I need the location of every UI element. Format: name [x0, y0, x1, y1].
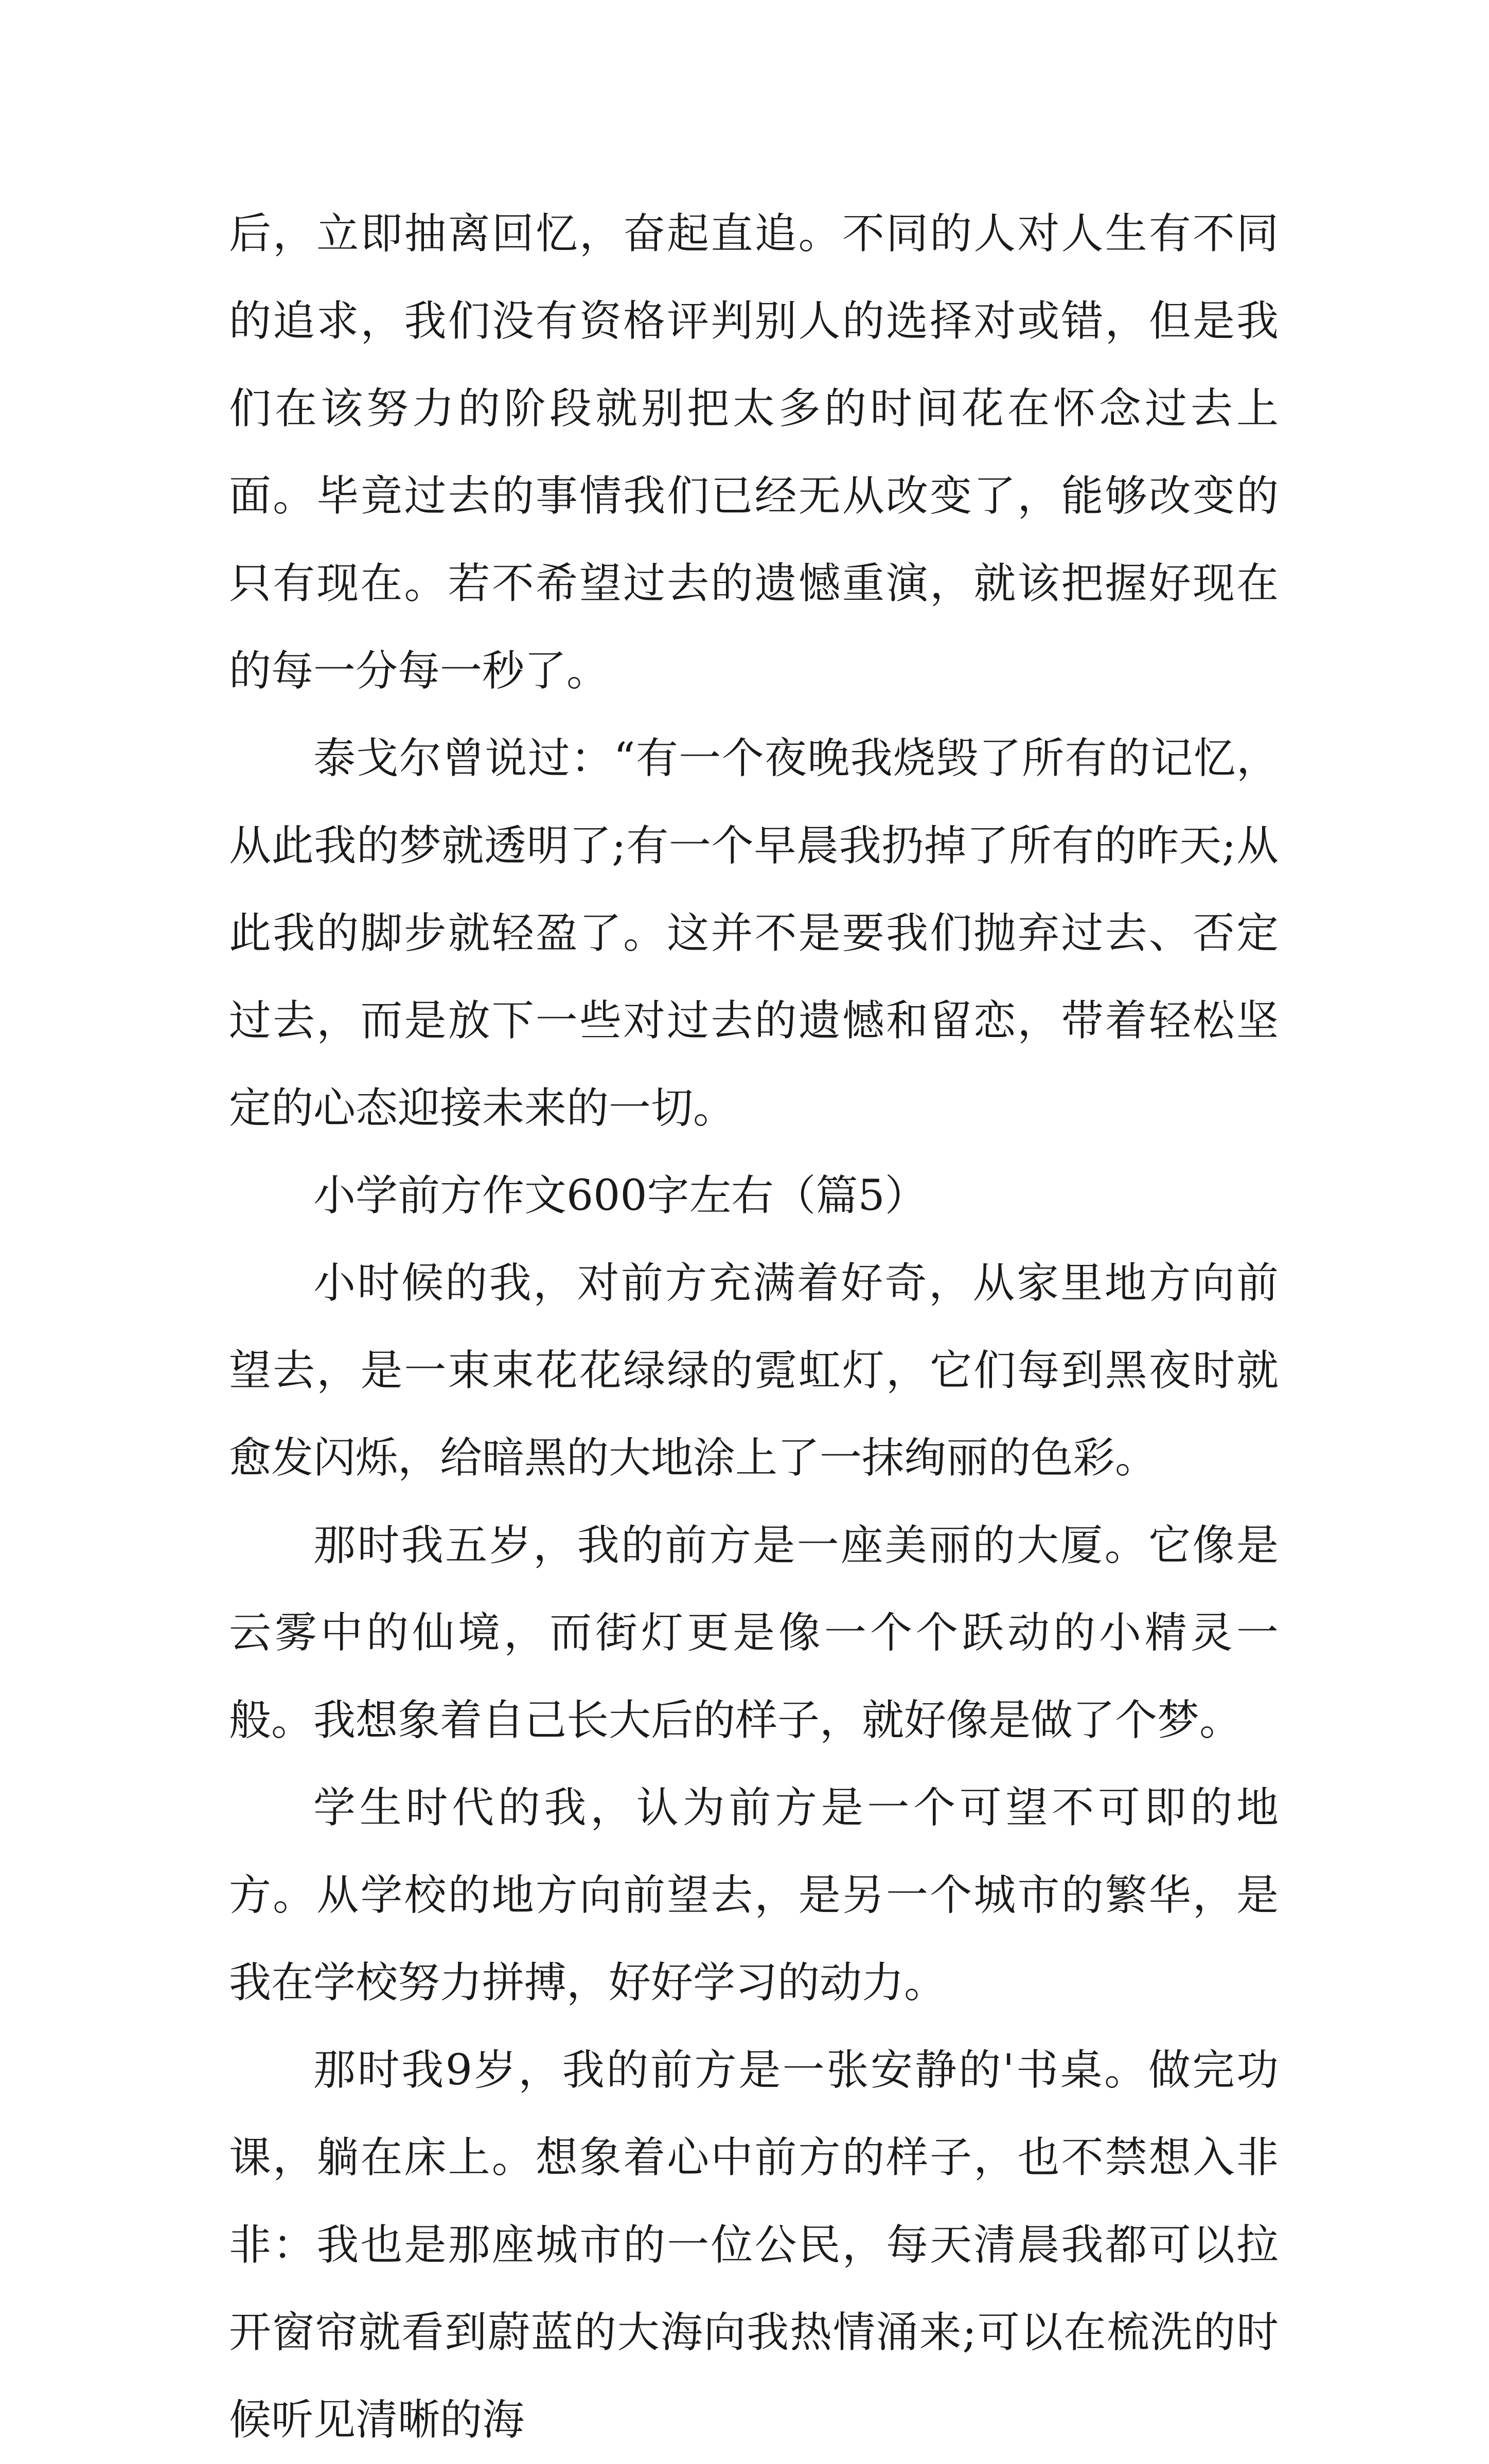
paragraph-5: 学生时代的我，认为前方是一个可望不可即的地方。从学校的地方向前望去，是另一个城市的繁华，是我在学校努力拼搏，好好学习的动力。 [229, 1783, 1279, 2007]
paragraph-4: 那时我五岁，我的前方是一座美丽的大厦。它像是云雾中的仙境，而街灯更是像一个个跃动的小精灵一般。我想象着自己长大后的样子，就好像是做了个梦。 [229, 1521, 1279, 1745]
paragraph-3: 小时候的我，对前方充满着好奇，从家里地方向前望去，是一束束花花绿绿的霓虹灯，它们每到黑夜时就愈发闪烁，给暗黑的大地涂上了一抹绚丽的色彩。 [229, 1259, 1279, 1483]
paragraph-6: 那时我9岁，我的前方是一张安静的'书桌。做完功课，躺在床上。想象着心中前方的样子，也不禁想入非非：我也是那座城市的一位公民，每天清晨我都可以拉开窗帘就看到蔚蓝的大海向我热情涌来;可以在梳洗的时候听见清晰的海 [229, 2046, 1279, 2444]
section-heading: 小学前方作文600字左右（篇5） [313, 1171, 927, 1220]
paragraph-1: 后，立即抽离回忆，奋起直追。不同的人对人生有不同的追求，我们没有资格评判别人的选择对或错，但是我们在该努力的阶段就别把太多的时间花在怀念过去上面。毕竟过去的事情我们已经无从改变了，能够改变的只有现在。若不希望过去的遗憾重演，就该把握好现在的每一分每一秒了。 [229, 209, 1279, 695]
paragraph-2: 泰戈尔曾说过：“有一个夜晚我烧毁了所有的记忆，从此我的梦就透明了;有一个早晨我扔掉了所有的昨天;从此我的脚步就轻盈了。这并不是要我们抛弃过去、否定过去，而是放下一些对过去的遗憾和留恋，带着轻松坚定的心态迎接未来的一切。 [229, 734, 1279, 1133]
document-body [229, 190, 1279, 2464]
